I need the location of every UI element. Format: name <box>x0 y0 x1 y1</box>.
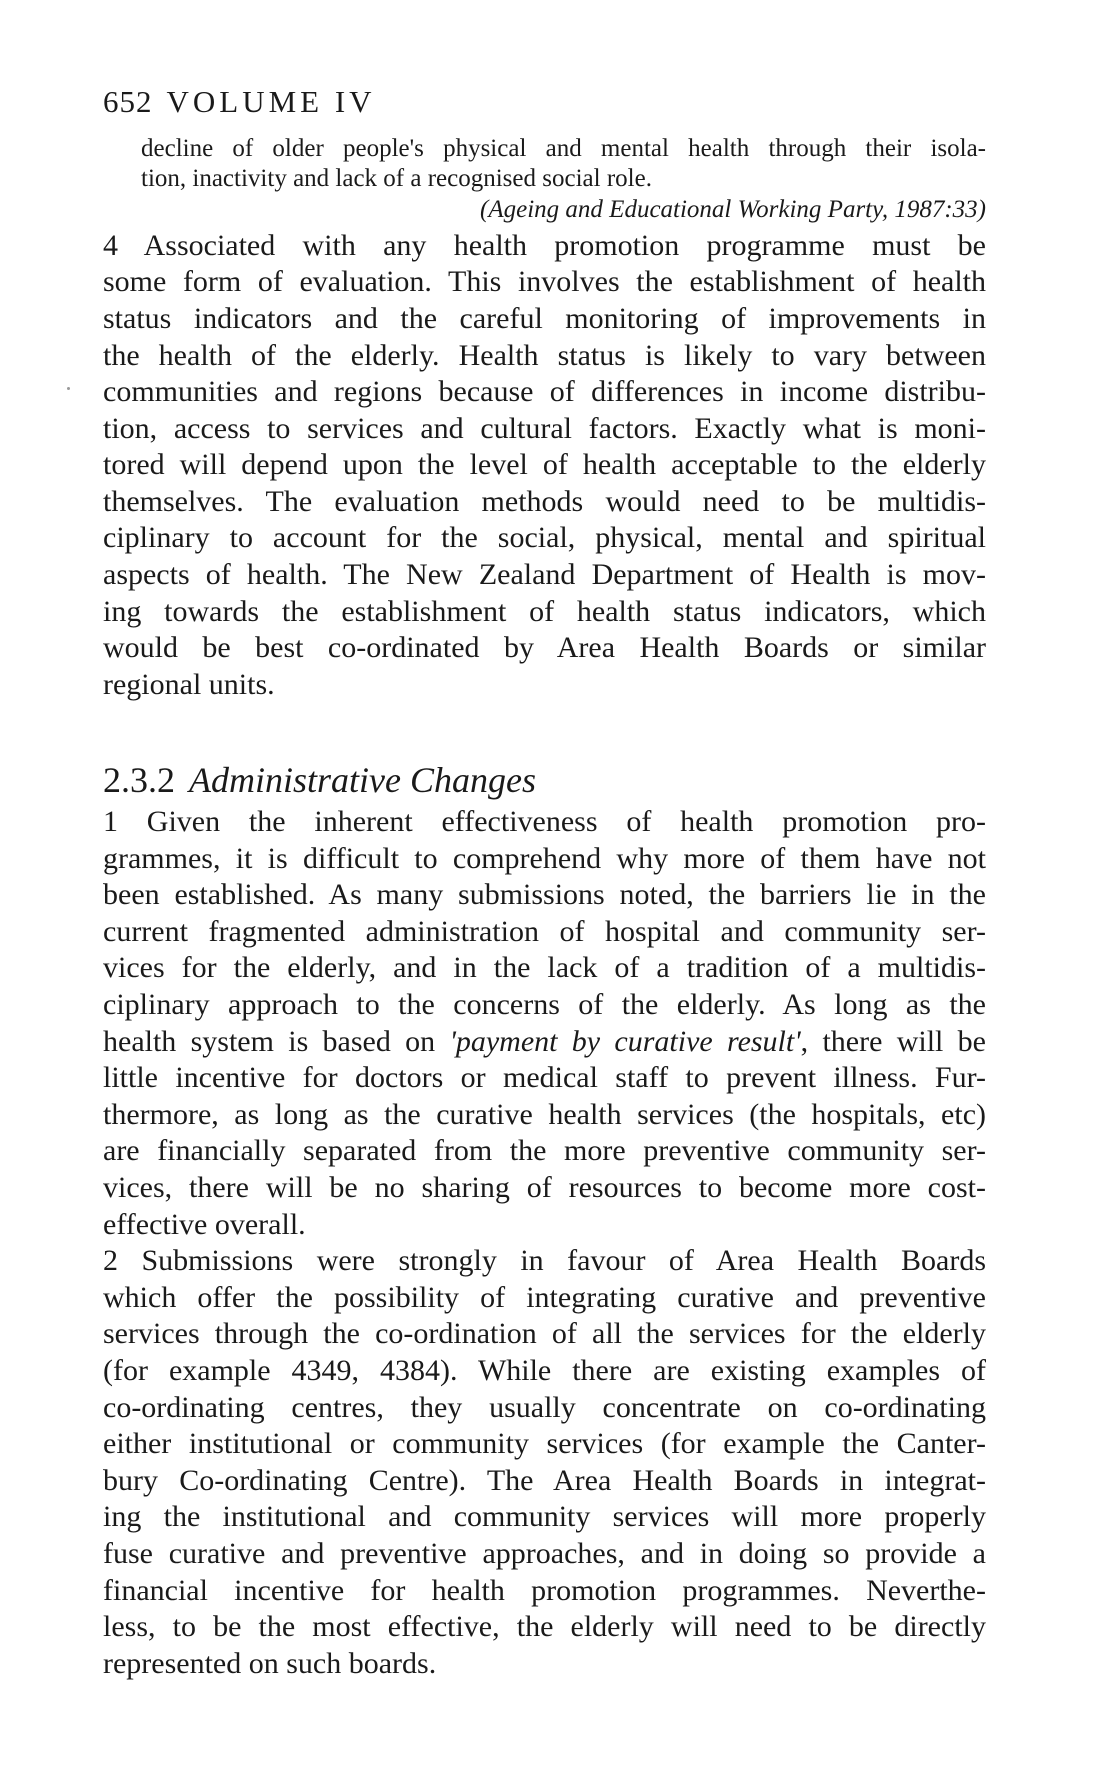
paragraph-line: bury Co-ordinating Centre). The Area Health Boards in integrat- <box>103 1464 986 1497</box>
paragraph-line: aspects of health. The New Zealand Department of Health is mov- <box>103 558 986 591</box>
text-run: health system is based on <box>103 1025 450 1058</box>
paragraph-line: little incentive for doctors or medical staff to prevent illness. Fur- <box>103 1061 986 1094</box>
paragraph-line: vices for the elderly, and in the lack of a tradition of a multidis- <box>103 951 986 984</box>
paragraph-line: some form of evaluation. This involves the establishment of health <box>103 265 986 298</box>
paragraph-line: ciplinary to account for the social, physical, mental and spiritual <box>103 521 986 554</box>
quote-line: decline of older people's physical and mental health through their isola- <box>141 135 986 162</box>
paragraph-line: thermore, as long as the curative health services (the hospitals, etc) <box>103 1098 986 1131</box>
paragraph-line: effective overall. <box>103 1208 306 1241</box>
paragraph-line: communities and regions because of differences in income distribu- <box>103 375 986 408</box>
page-number: 652 <box>103 84 153 119</box>
paragraph-line: co-ordinating centres, they usually concentrate on co-ordinating <box>103 1391 986 1424</box>
paragraph-line: been established. As many submissions noted, the barriers lie in the <box>103 878 986 911</box>
paragraph-line: current fragmented administration of hospital and community ser- <box>103 915 986 948</box>
paragraph-line: represented on such boards. <box>103 1647 437 1680</box>
paragraph-line: which offer the possibility of integrating curative and preventive <box>103 1281 986 1314</box>
paragraph-line: financial incentive for health promotion programmes. Neverthe- <box>103 1574 986 1607</box>
quote-line: tion, inactivity and lack of a recognised social role. <box>141 165 652 192</box>
paragraph-line: (for example 4349, 4384). While there are existing examples of <box>103 1354 986 1387</box>
paragraph-line: ing the institutional and community services will more properly <box>103 1500 986 1533</box>
paragraph-line: are financially separated from the more preventive community ser- <box>103 1134 986 1167</box>
section-number: 2.3.2 <box>103 760 175 800</box>
paragraph-line: fuse curative and preventive approaches, and in doing so provide a <box>103 1537 986 1570</box>
quote-attribution: (Ageing and Educational Working Party, 1987:33) <box>480 196 986 223</box>
paragraph-line: tion, access to services and cultural factors. Exactly what is moni- <box>103 412 986 445</box>
paragraph-line: tored will depend upon the level of health acceptable to the elderly <box>103 448 986 481</box>
paragraph-line: would be best co-ordinated by Area Health Boards or similar <box>103 631 986 664</box>
section-heading <box>103 762 536 798</box>
emphasis-text: 'payment by curative result' <box>449 1025 801 1058</box>
paragraph-line-with-emphasis <box>103 1027 986 1057</box>
text-run: , there will be <box>800 1025 986 1058</box>
volume-label: VOLUME IV <box>166 84 376 119</box>
margin-mark <box>67 387 70 390</box>
paragraph-line: less, to be the most effective, the elderly will need to be directly <box>103 1610 986 1643</box>
paragraph-line: regional units. <box>103 668 275 701</box>
paragraph-line: ciplinary approach to the concerns of the elderly. As long as the <box>103 988 986 1021</box>
running-head <box>103 86 376 117</box>
paragraph-line: 2 Submissions were strongly in favour of Area Health Boards <box>103 1244 986 1277</box>
paragraph-line: ing towards the establishment of health status indicators, which <box>103 595 986 628</box>
paragraph-line: the health of the elderly. Health status is likely to vary between <box>103 339 986 372</box>
paragraph-line: themselves. The evaluation methods would need to be multidis- <box>103 485 986 518</box>
paragraph-line: vices, there will be no sharing of resources to become more cost- <box>103 1171 986 1204</box>
paragraph-line: 4 Associated with any health promotion programme must be <box>103 229 986 262</box>
paragraph-line: grammes, it is difficult to comprehend why more of them have not <box>103 842 986 875</box>
paragraph-line: services through the co-ordination of all the services for the elderly <box>103 1317 986 1350</box>
paragraph-line: 1 Given the inherent effectiveness of health promotion pro- <box>103 805 986 838</box>
paragraph-line: either institutional or community services (for example the Canter- <box>103 1427 986 1460</box>
section-title: Administrative Changes <box>189 760 536 800</box>
paragraph-line: status indicators and the careful monitoring of improvements in <box>103 302 986 335</box>
